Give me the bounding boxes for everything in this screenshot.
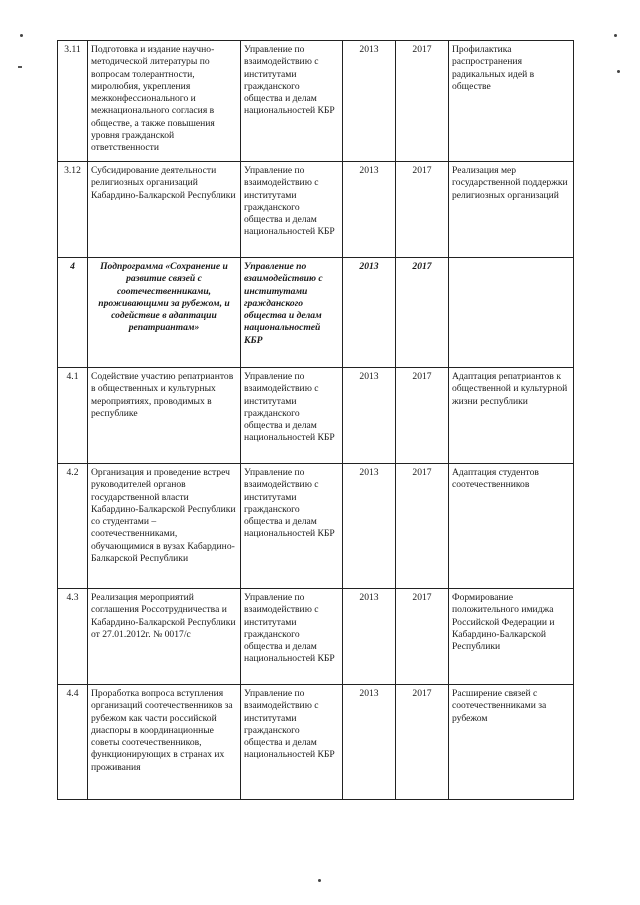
subprogram-title: Подпрограмма «Сохранение и развитие связей с соотечественниками, проживающими за рубежом, и содействие в адаптации репатриантам» [88, 258, 241, 368]
end-year: 2017 [396, 41, 449, 162]
executor: Управление по взаимодействию с институтами гражданского общества и делам национальностей КБР [241, 258, 343, 368]
activity-title: Проработка вопроса вступления организаций соотечественников за рубежом как части российской диаспоры в координационные советы соотечественников, функционирующих в странах их проживания [88, 685, 241, 800]
scan-speck [617, 70, 620, 73]
row-number: 4.1 [58, 368, 88, 464]
expected-result: Адаптация репатриантов к общественной и культурной жизни республики [449, 368, 574, 464]
scan-speck [318, 879, 321, 882]
expected-result: Расширение связей с соотечественниками за рубежом [449, 685, 574, 800]
executor: Управление по взаимодействию с институтами гражданского общества и делам национальностей КБР [241, 685, 343, 800]
expected-result: Формирование положительного имиджа Российской Федерации и Кабардино-Балкарской Республики [449, 589, 574, 685]
start-year: 2013 [343, 258, 396, 368]
activity-title: Реализация мероприятий соглашения Россотрудничества и Кабардино-Балкарской Республики от 27.01.2012г. № 0017/с [88, 589, 241, 685]
expected-result [449, 258, 574, 368]
row-number: 4.4 [58, 685, 88, 800]
row-number: 4.2 [58, 464, 88, 589]
expected-result: Профилактика распространения радикальных идей в обществе [449, 41, 574, 162]
executor: Управление по взаимодействию с институтами гражданского общества и делам национальностей КБР [241, 162, 343, 258]
end-year: 2017 [396, 162, 449, 258]
activity-title: Организация и проведение встреч руководителей органов государственной власти Кабардино-Балкарской Республики со студентами – соотечественниками, обучающимися в вузах Кабардино-Балкарской Республики [88, 464, 241, 589]
executor: Управление по взаимодействию с институтами гражданского общества и делам национальностей КБР [241, 464, 343, 589]
program-activities-table [57, 40, 574, 800]
subprogram-row [58, 258, 574, 368]
activity-title: Подготовка и издание научно-методической литературы по вопросам толерантности, миролюбия, укрепления межконфессионального и межнационального согласия в обществе, а также повышения уровня гражданской ответственности [88, 41, 241, 162]
expected-result: Реализация мер государственной поддержки религиозных организаций [449, 162, 574, 258]
executor: Управление по взаимодействию с институтами гражданского общества и делам национальностей КБР [241, 368, 343, 464]
row-number: 4.3 [58, 589, 88, 685]
table-row [58, 41, 574, 162]
start-year: 2013 [343, 41, 396, 162]
end-year: 2017 [396, 589, 449, 685]
row-number: 4 [58, 258, 88, 368]
expected-result: Адаптация студентов соотечественников [449, 464, 574, 589]
start-year: 2013 [343, 368, 396, 464]
table-row [58, 368, 574, 464]
end-year: 2017 [396, 258, 449, 368]
scan-mark [18, 66, 22, 68]
scan-speck [20, 34, 23, 37]
scan-speck [614, 34, 617, 37]
start-year: 2013 [343, 162, 396, 258]
end-year: 2017 [396, 368, 449, 464]
executor: Управление по взаимодействию с институтами гражданского общества и делам национальностей КБР [241, 589, 343, 685]
end-year: 2017 [396, 685, 449, 800]
table-row [58, 162, 574, 258]
row-number: 3.11 [58, 41, 88, 162]
start-year: 2013 [343, 464, 396, 589]
table-row [58, 589, 574, 685]
table-row [58, 685, 574, 800]
activity-title: Содействие участию репатриантов в общественных и культурных мероприятиях, проводимых в республике [88, 368, 241, 464]
end-year: 2017 [396, 464, 449, 589]
start-year: 2013 [343, 685, 396, 800]
executor: Управление по взаимодействию с институтами гражданского общества и делам национальностей КБР [241, 41, 343, 162]
start-year: 2013 [343, 589, 396, 685]
activity-title: Субсидирование деятельности религиозных организаций Кабардино-Балкарской Республики [88, 162, 241, 258]
row-number: 3.12 [58, 162, 88, 258]
table-row [58, 464, 574, 589]
